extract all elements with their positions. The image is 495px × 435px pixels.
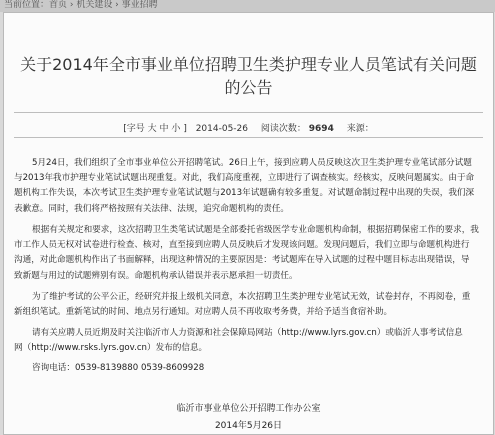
article-meta xyxy=(4,121,493,134)
font-size-control: [字号 大 中 小 ] xyxy=(123,124,187,134)
breadcrumb xyxy=(0,0,495,12)
signature-org: 临沂市事业单位公开招聘工作办公室 xyxy=(176,404,321,414)
signature-date: 2014年5月26日 xyxy=(214,421,283,431)
breadcrumb-text: 当前位置：首页 › 机关建设 › 事业招聘 xyxy=(4,0,158,10)
paragraph-2: 根据有关规定和要求，这次招聘卫生类笔试试题是全部委托省级医学专业命题机构命制，根据招聘保密工作的要求，我 市工作人员无权对试卷进行检查、核对，直至接到应聘人员反映后才发现该问题。发现问题后，我们立即与命题机构进行 沟通，对此命题机构作出了书面解释，出现这种情况的主要原因是：考试题库在导入试题的过程中题目标志出现错误，导 致新题与用过的试题辨别有误。命题机构承认错误并表示愿承担一切责任。 xyxy=(14,225,479,281)
font-size-small-link[interactable]: 小 xyxy=(171,124,181,134)
page-title-line2: 的公告 xyxy=(224,78,273,97)
publish-date: 2014-05-26 xyxy=(195,124,249,134)
views-count: 9694 xyxy=(308,124,334,134)
divider-top xyxy=(14,112,483,113)
font-size-medium-link[interactable]: 中 xyxy=(159,124,169,134)
website-links[interactable]: 请有关应聘人员近期及时关注临沂市人力资源和社会保障局网站（http://www.lyrs.gov.cn）或临沂人事考试信息 xyxy=(32,328,463,338)
article-panel xyxy=(3,12,494,435)
contact-phone: 咨询电话：0539-8139880 0539-8609928 xyxy=(32,363,205,373)
paragraph-1: 5月24日，我们组织了全市事业单位公开招聘笔试。26日上午，接到应聘人员反映这次卫生类护理专业笔试部分试题 与2013年我市护理专业笔试试题出现重复。对此，我们高度重视，立即进行了调查核实。经核实，反映问题属实。由于命 题机构工作失误，本次考试卫生类护理专业笔试试题与2013年试题确有较多重复。对试题命制过程中出现的失误，我们深 表歉意。同时，我们将严格按照有关法律、法规，追究命题机构的责任。 xyxy=(14,158,475,214)
font-size-large-link[interactable]: 大 xyxy=(147,124,157,134)
page-title: 关于2014年全市事业单位招聘卫生类护理专业人员笔试有关问题 xyxy=(20,55,477,74)
source-label: 来源： xyxy=(346,124,374,134)
views-label: 阅读次数： xyxy=(260,124,306,134)
divider-meta xyxy=(14,137,483,138)
paragraph-3: 为了维护考试的公平公正，经研究并报上级机关同意，本次招聘卫生类护理专业笔试无效，试卷封存，不再阅卷，重 新组织笔试。重新笔试的时间、地点另行通知。对应聘人员不再收取考务费，并给予适当食宿补助。 xyxy=(14,292,471,318)
paragraph-4: 请有关应聘人员近期及时关注临沂市人力资源和社会保障局网站（http://www.lyrs.gov.cn）或临沂人事考试信息 网（http://www.rsks.lyrs.gov.cn）发布的信息。 xyxy=(14,328,463,354)
